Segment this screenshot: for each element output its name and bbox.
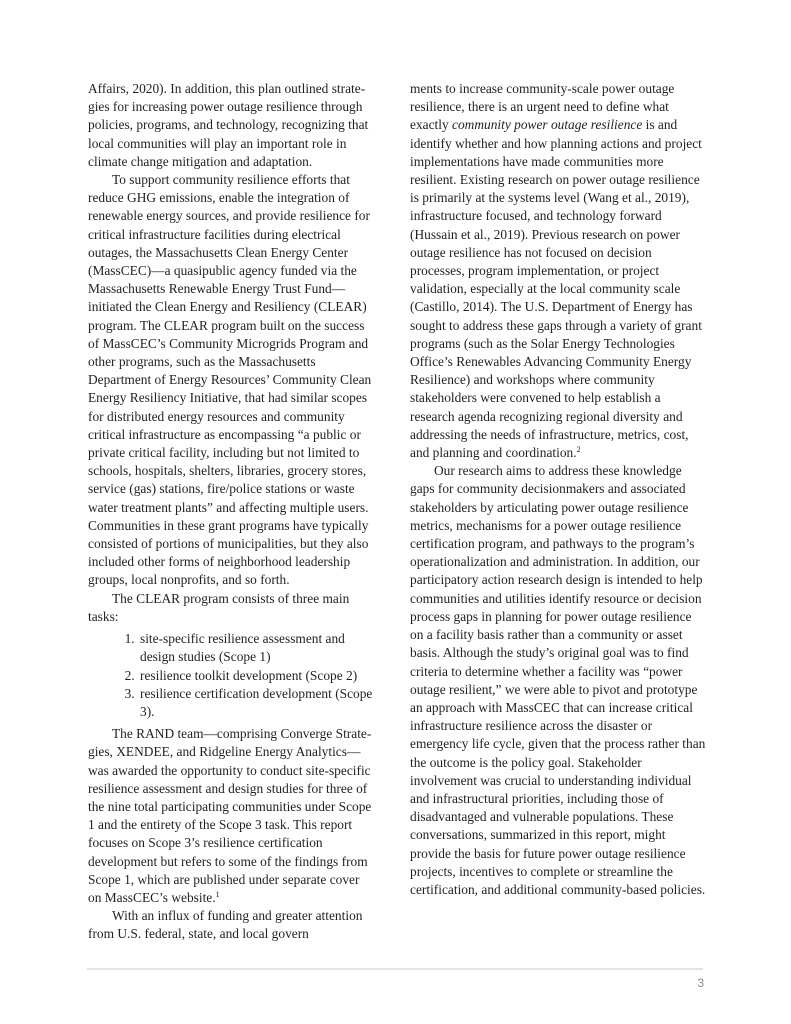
paragraph-text: is and identify whether and how planning actions and project implementations have made communities more resilient. Existing research on power outage resilience is primarily at the systems level (Wang et al., 2019), infrastructure focused, and technology forward (Hussain et al., 2019). Previous research on power outage resilience has not focused on decision processes, program implementation, or project validation, especially at the local community scale (Castillo, 2014). The U.S. Department of Energy has sought to address these gaps through a variety of grant programs (such as the Solar Energy Technologies Office’s Renewables Advancing Community Energy Resilience) and workshops where community stakeholders were convened to help establish a research agenda recognizing regional diversity and addressing the needs of infrastructure, metrics, cost, and planning and coordination. xyxy=(410,117,702,461)
paragraph: Affairs, 2020). In addition, this plan outlined strategies for increasing power outage resilience through policies, programs, and technology, recognizing that local communities will play an important role in climate change mitigation and adaptation. xyxy=(88,81,369,169)
footer-rule xyxy=(87,968,703,970)
list-item: 3. resilience certification development (Scope 3). xyxy=(138,685,376,721)
footnote-marker[interactable]: 2 xyxy=(576,445,581,455)
paragraph-text: The RAND team—comprising Converge Strategies, XENDEE, and Ridgeline Energy Analytics—was awarded the opportunity to conduct site-specific resilience assessment and design studies for three of the nine total participating communities under Scope 1 and the entirety of the Scope 3 task. This report focuses on Scope 3’s resilience certification development but refers to some of the findings from Scope 1, which are published under separate cover on MassCEC’s website. xyxy=(88,726,372,905)
paragraph: The CLEAR program consists of three main tasks: xyxy=(88,590,350,624)
page-number: 3 xyxy=(697,976,704,990)
left-column xyxy=(88,80,376,944)
footnote-marker[interactable]: 1 xyxy=(215,889,220,899)
paragraph: To support community resilience efforts that reduce GHG emissions, enable the integration of renewable energy sources, and provide resilience for critical infrastructure facilities during electrical outages, the Massachusetts Clean Energy Center (MassCEC)—a quasipublic agency funded via the Massachusetts Renewable Energy Trust Fund—initiated the Clean Energy and Resiliency (CLEAR) program. The CLEAR program built on the success of MassCEC’s Community Microgrids Program and other programs, such as the Massachusetts Department of Energy Resources’ Community Clean Energy Resiliency Initiative, that had similar scopes for distributed energy resources and community critical infrastructure as encompassing “a public or private critical facility, including but not limited to schools, hospitals, shelters, libraries, grocery stores, service (gas) stations, fire/police stations or waste water treatment plants” and affecting multiple users. Communities in these grant programs have typically consisted of portions of municipalities, but they also included other forms of neighborhood leadership groups, local nonprofits, and so forth. xyxy=(88,172,372,588)
paragraph xyxy=(410,80,706,462)
tasks-list xyxy=(88,630,376,721)
paragraph: With an influx of funding and greater attention from U.S. federal, state, and local govern xyxy=(88,908,363,942)
paragraph xyxy=(88,725,376,907)
list-item: 1. site-specific resilience assessment and design studies (Scope 1) xyxy=(138,630,376,666)
list-item: 2. resilience toolkit development (Scope 2) xyxy=(138,667,376,685)
emphasized-term: community power outage resilience xyxy=(452,117,643,133)
paragraph: Our research aims to address these knowledge gaps for community decisionmakers and associated stakeholders by articulating power outage resilience metrics, mechanisms for a power outage resilience certification program, and pathways to the program’s operationalization and administration. In addition, our participatory action research design is intended to help communities and utilities identify resource or decision process gaps in planning for power outage resilience on a facility basis rather than a community or asset basis. Although the study’s original goal was to find criteria to determine whether a facility was “power outage resilient,” we were able to pivot and prototype an approach with MassCEC that can increase critical infrastructure resilience across the disaster or emergency life cycle, given that the process rather than the outcome is the policy goal. Stakeholder involvement was crucial to understanding individual and infrastructural priorities, including those of disadvantaged and vulnerable populations. These conversations, summarized in this report, might provide the basis for future power outage resilience projects, incentives to complete or streamline the certification, and additional community-based policies. xyxy=(410,463,706,897)
paragraph-text: ments to increase community-scale power outage resilience, there is an urgent need to define what exactly xyxy=(410,81,675,133)
right-column xyxy=(410,80,706,899)
